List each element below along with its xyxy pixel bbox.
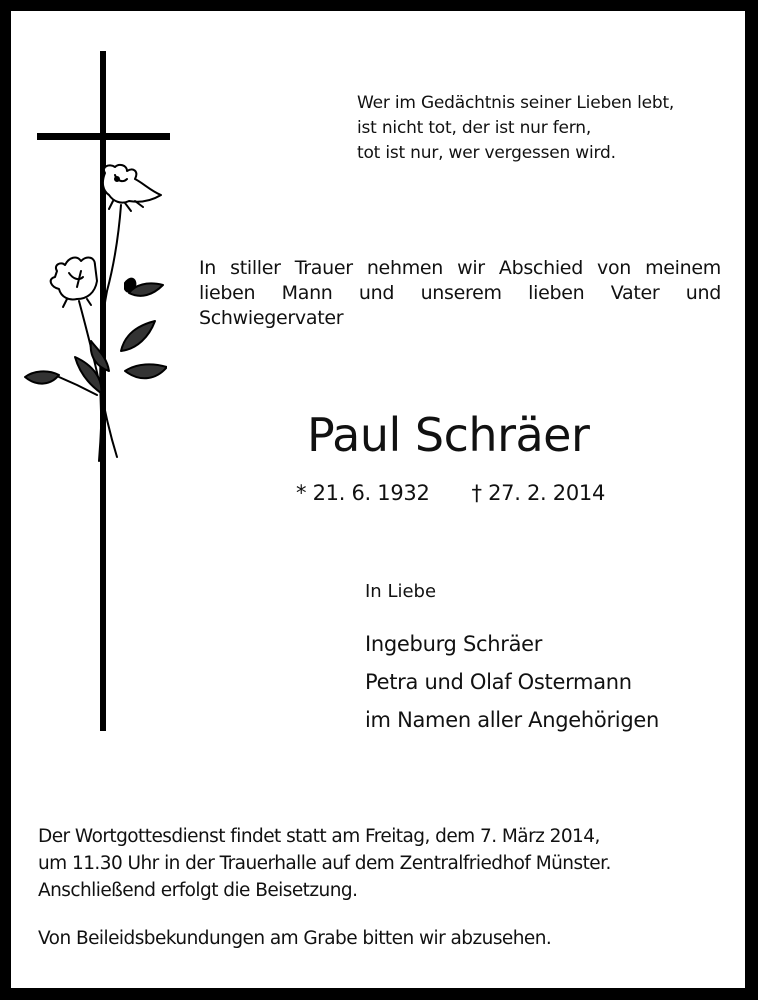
motto-line: ist nicht tot, der ist nur fern, xyxy=(357,118,592,138)
signoff-greeting: In Liebe xyxy=(365,581,437,602)
service-line: Anschließend erfolgt die Beisetzung. xyxy=(38,880,358,901)
motto-line: tot ist nur, wer vergessen wird. xyxy=(357,143,616,163)
life-dates xyxy=(296,479,605,507)
death-cross-icon: † xyxy=(471,481,482,505)
intro-line: In stiller Trauer nehmen wir Abschied von meinem xyxy=(199,257,721,279)
condolence-note: Von Beileidsbekundungen am Grabe bitten wir abzusehen. xyxy=(38,928,552,949)
rose-icon xyxy=(17,161,167,471)
deceased-name: Paul Schräer xyxy=(307,408,590,462)
intro-paragraph xyxy=(199,256,721,331)
service-line: um 11.30 Uhr in der Trauerhalle auf dem Zentralfriedhof Münster. xyxy=(38,853,611,874)
obituary-card xyxy=(11,11,745,988)
birth-star-icon: * xyxy=(296,481,307,505)
mourners-list xyxy=(365,625,659,739)
cross-horizontal-beam xyxy=(37,133,170,140)
mourner-name: Ingeburg Schräer xyxy=(365,632,543,656)
motto-quote xyxy=(357,91,674,166)
intro-line: Schwiegervater xyxy=(199,307,344,329)
service-line: Der Wortgottesdienst findet statt am Freitag, dem 7. März 2014, xyxy=(38,826,600,847)
motto-line: Wer im Gedächtnis seiner Lieben lebt, xyxy=(357,93,675,113)
birth-date: 21. 6. 1932 xyxy=(312,481,430,505)
service-info xyxy=(38,823,611,904)
death-date: 27. 2. 2014 xyxy=(488,481,606,505)
mourner-name: Petra und Olaf Ostermann xyxy=(365,670,632,694)
mourner-name: im Namen aller Angehörigen xyxy=(365,708,659,732)
intro-line: lieben Mann und unserem lieben Vater und xyxy=(199,282,721,304)
